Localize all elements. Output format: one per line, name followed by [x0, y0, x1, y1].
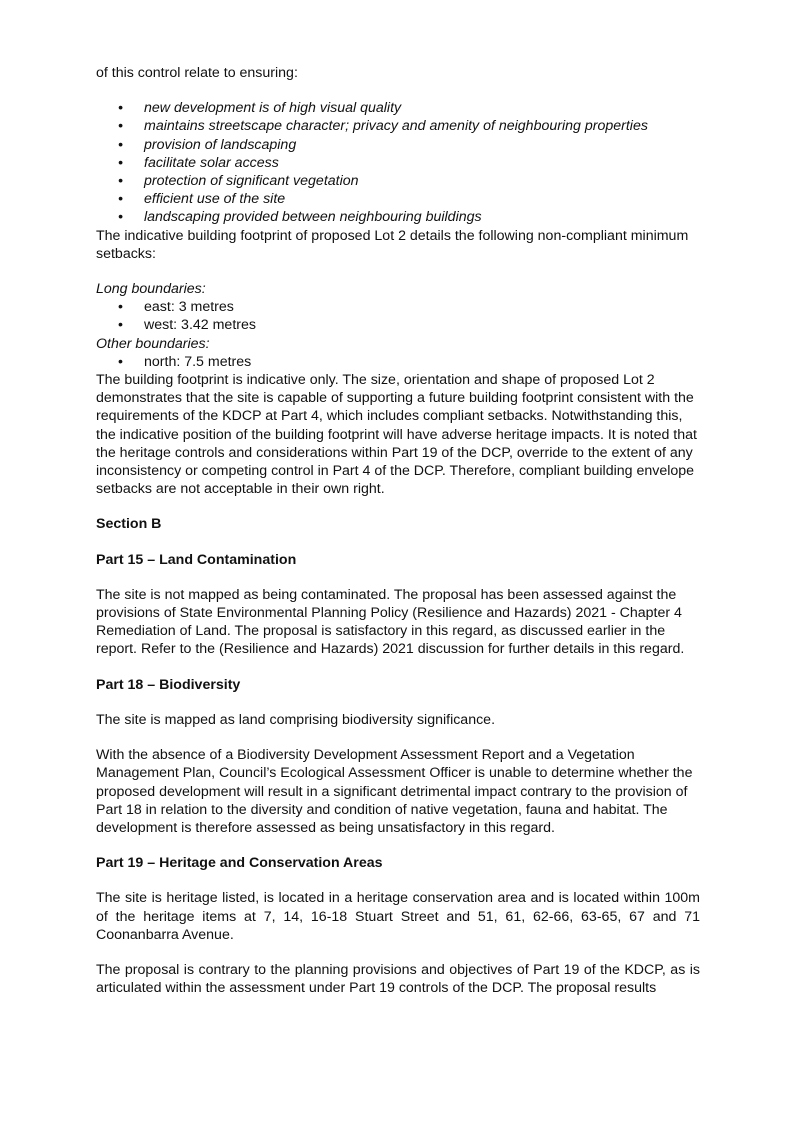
setbacks-intro: The indicative building footprint of proposed Lot 2 details the following non-compliant minimum setbacks:	[96, 227, 689, 262]
list-item: • landscaping provided between neighbouring buildings	[96, 208, 700, 226]
part18-heading: Part 18 – Biodiversity	[96, 676, 241, 693]
list-item: • west: 3.42 metres	[96, 316, 700, 334]
part19-body-2: The proposal is contrary to the planning provisions and objectives of Part 19 of the KDCP, as is articulated within the assessment under Part 19 controls of the DCP. The proposal results	[96, 961, 700, 997]
list-item: • efficient use of the site	[96, 190, 700, 208]
part15-heading: Part 15 – Land Contamination	[96, 551, 297, 568]
list-item: • provision of landscaping	[96, 136, 700, 154]
list-item: • new development is of high visual quality	[96, 99, 700, 117]
part15-body: The site is not mapped as being contaminated. The proposal has been assessed against the provisions of State Environmental Planning Policy (Resilience and Hazards) 2021 - Chapter 4 Remediation of Land. The proposal is satisfactory in this regard, as discussed earlier in the report. Refer to the (Resilience and Hazards) 2021 discussion for further details in this regard.	[96, 586, 685, 658]
other-boundaries-list	[96, 353, 700, 371]
list-item: • facilitate solar access	[96, 154, 700, 172]
long-boundaries-label: Long boundaries:	[96, 281, 206, 298]
objectives-list	[96, 99, 700, 226]
part18-body-2: With the absence of a Biodiversity Development Assessment Report and a Vegetation Management Plan, Council’s Ecological Assessment Officer is unable to determine whether the proposed development will result in a significant detrimental impact contrary to the provision of Part 18 in relation to the diversity and condition of native vegetation, fauna and habitat. The development is therefore assessed as being unsatisfactory in this regard.	[96, 747, 693, 836]
list-item: • maintains streetscape character; privacy and amenity of neighbouring properties	[96, 117, 700, 135]
list-item: • north: 7.5 metres	[96, 353, 700, 371]
part18-body-1: The site is mapped as land comprising biodiversity significance.	[96, 711, 496, 728]
part19-body-1: The site is heritage listed, is located in a heritage conservation area and is located within 100m of the heritage items at 7, 14, 16-18 Stuart Street and 51, 61, 62-66, 63-65, 67 and 71 Coonanbarra Avenue.	[96, 890, 700, 943]
other-boundaries-label: Other boundaries:	[96, 335, 210, 352]
section-b-heading: Section B	[96, 516, 162, 533]
document-page	[96, 64, 700, 997]
list-item: • east: 3 metres	[96, 298, 700, 316]
intro-line: of this control relate to ensuring:	[96, 65, 298, 81]
list-item: • protection of significant vegetation	[96, 172, 700, 190]
long-boundaries-list	[96, 298, 700, 334]
part19-heading: Part 19 – Heritage and Conservation Areas	[96, 855, 383, 872]
footprint-paragraph: The building footprint is indicative only. The size, orientation and shape of proposed Lot 2 demonstrates that the site is capable of supporting a future building footprint consistent with the requirements of the KDCP at Part 4, which includes compliant setbacks. Notwithstanding this, the indicative position of the building footprint will have adverse heritage impacts. It is noted that the heritage controls and considerations within Part 19 of the DCP, override to the extent of any inconsistency or competing control in Part 4 of the DCP. Therefore, compliant building envelope setbacks are not acceptable in their own right.	[96, 372, 697, 498]
